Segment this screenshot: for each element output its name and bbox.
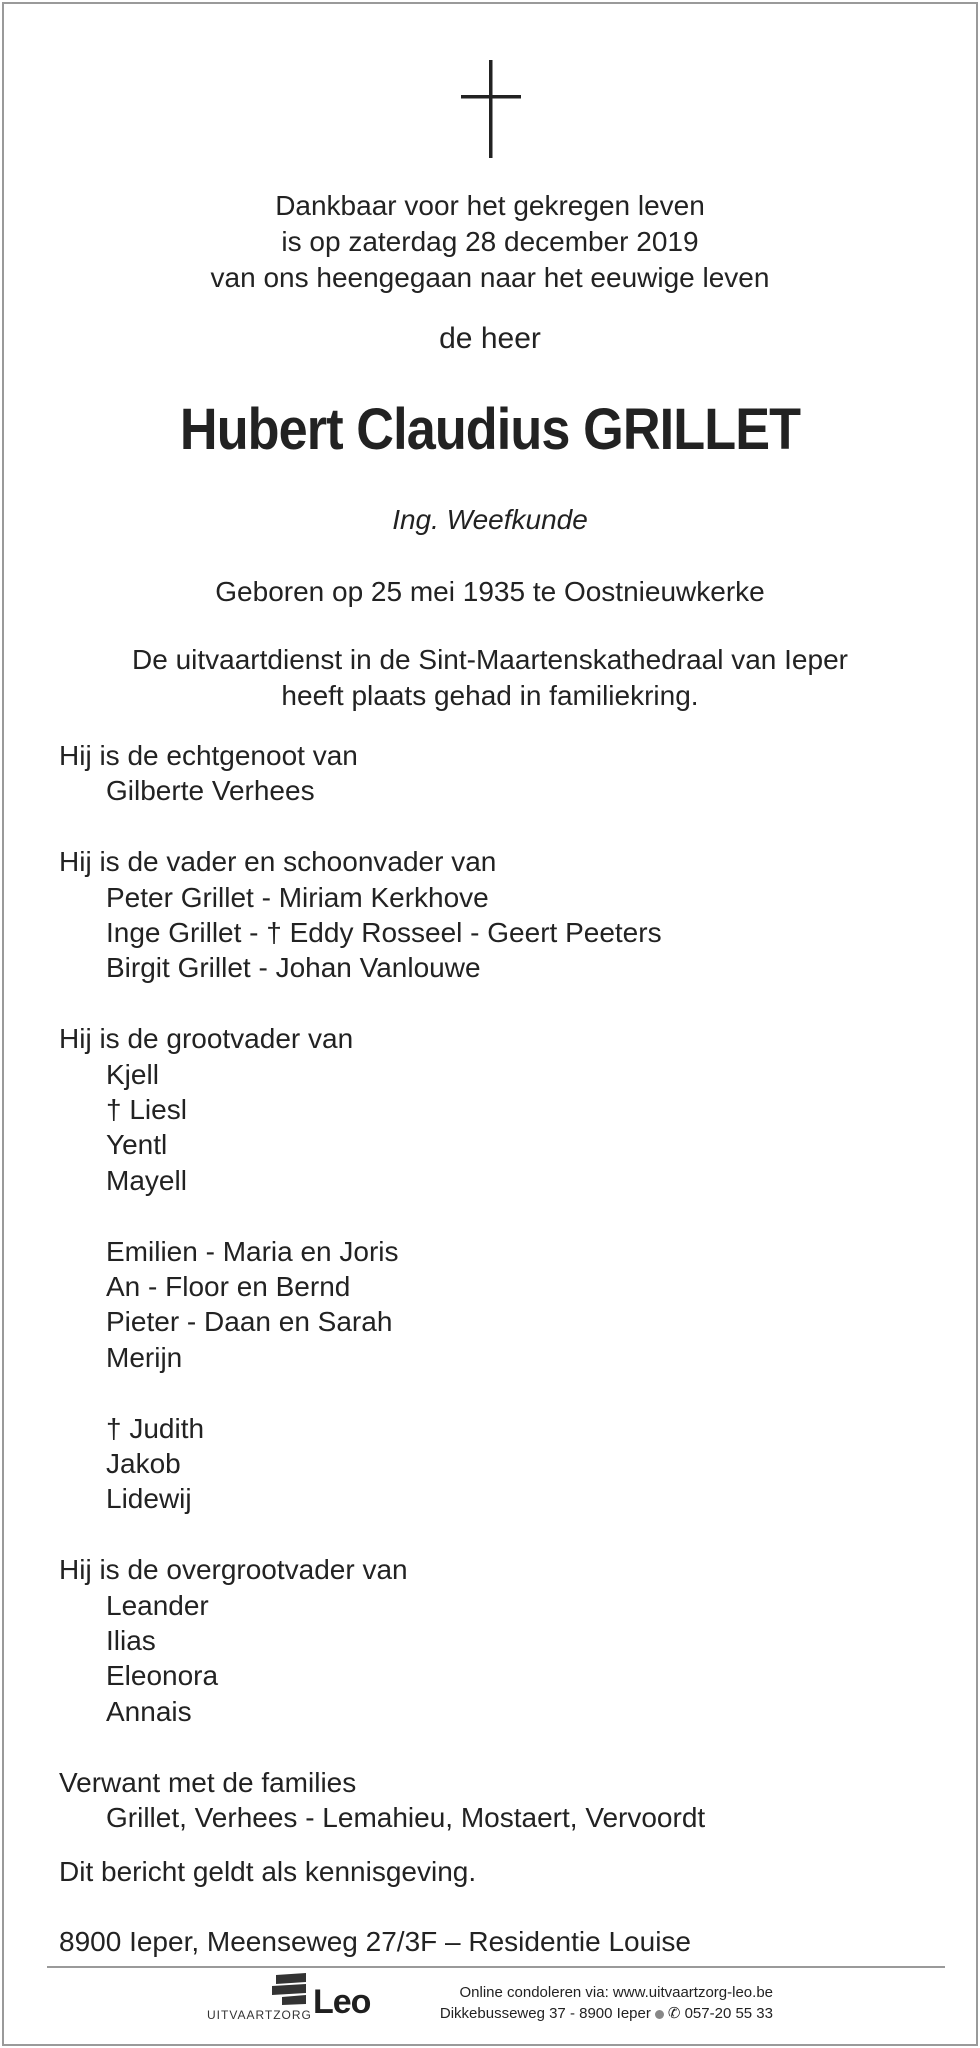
grandchild-name: Yentl [106,1129,168,1161]
families-heading: Verwant met de families [59,1766,357,1798]
grandchild-name: Lidewij [106,1483,192,1515]
children-heading: Hij is de vader en schoonvader van [59,846,497,878]
great-grandchild-name: Annais [106,1695,192,1727]
grandchild-name: Mayell [106,1164,187,1196]
grandchild-name: An - Floor en Bernd [106,1271,351,1303]
intro-text [0,188,980,296]
salutation: de heer [439,322,541,355]
funeral-logo-icon [272,1973,308,2005]
cross-icon [461,60,521,160]
bullet-icon [655,2010,664,2019]
grandchild-name: Merijn [106,1341,183,1373]
grandchild-name: Pieter - Daan en Sarah [106,1306,393,1338]
grandchild-name: Kjell [106,1058,159,1090]
spouse-name: Gilberte Verhees [106,775,315,807]
profession: Ing. Weefkunde [392,504,588,535]
child-name: Birgit Grillet - Johan Vanlouwe [106,952,481,984]
child-name: Inge Grillet - † Eddy Rosseel - Geert Peeters [106,917,662,949]
great-grandchild-name: Eleonora [106,1660,219,1692]
notice: Dit bericht geldt als kennisgeving. [59,1855,477,1887]
great-grandchildren-heading: Hij is de overgrootvader van [59,1554,408,1586]
intro-line: van ons heengegaan naar het eeuwige leven [210,262,770,293]
grandchild-name: † Liesl [106,1094,187,1126]
families-names: Grillet, Verhees - Lemahieu, Mostaert, Vervoordt [106,1802,706,1834]
great-grandchild-name: Leander [106,1589,209,1621]
funeral-home-phone: ✆ 057-20 55 33 [667,2005,773,2022]
online-condolence: Online condoleren via: www.uitvaartzorg-leo.be [459,1984,773,2001]
funeral-home-address: Dikkebusseweg 37 - 8900 Ieper [439,2005,651,2022]
birth-info: Geboren op 25 mei 1935 te Oostnieuwkerke [215,576,765,607]
grandchild-name: Jakob [106,1448,181,1480]
service-line: De uitvaartdienst in de Sint-Maartenskathedraal van Ieper [132,644,848,675]
deceased-name: Hubert Claudius GRILLET [179,397,801,462]
logo-subtitle: UITVAARTZORG [207,2008,312,2022]
footer-divider [47,1966,945,1968]
grandchildren-heading: Hij is de grootvader van [59,1023,354,1055]
child-name: Peter Grillet - Miriam Kerkhove [106,881,489,913]
spouse-heading: Hij is de echtgenoot van [59,740,358,771]
grandchild-name: † Judith [106,1412,205,1444]
service-info [0,642,980,714]
funeral-home-info [413,1982,773,2024]
great-grandchild-name: Ilias [106,1625,156,1657]
family-list [59,738,705,1959]
grandchild-name: Emilien - Maria en Joris [106,1235,399,1267]
logo-name: Leo [313,1983,371,2021]
address: 8900 Ieper, Meenseweg 27/3F – Residentie Louise [59,1925,691,1957]
intro-line: Dankbaar voor het gekregen leven [275,190,705,221]
service-line: heeft plaats gehad in familiekring. [281,680,699,711]
funeral-home-contact [413,2003,773,2024]
intro-line: is op zaterdag 28 december 2019 [281,226,699,257]
